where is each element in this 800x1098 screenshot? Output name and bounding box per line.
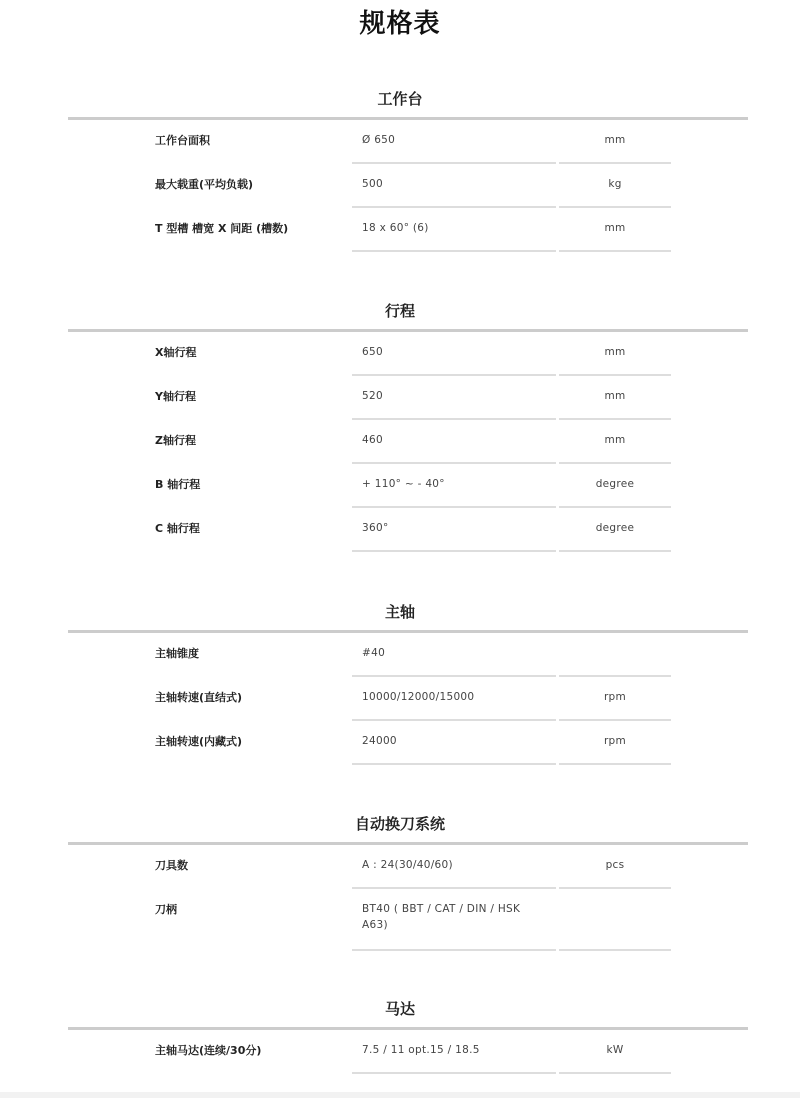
spec-value: A : 24(30/40/60) <box>352 845 556 889</box>
spec-value: 10000/12000/15000 <box>352 677 556 721</box>
section-motor <box>0 998 800 1057</box>
bottom-edge <box>0 1092 800 1098</box>
spec-label: Z轴行程 <box>155 434 196 447</box>
spec-value: 18 x 60° (6) <box>352 208 556 252</box>
spec-row <box>0 464 800 508</box>
spec-row <box>0 889 800 951</box>
spec-unit: mm <box>559 420 671 464</box>
spec-row <box>0 508 800 552</box>
page-title: 规格表 <box>359 9 441 39</box>
section-title: 行程 <box>384 302 415 320</box>
spec-unit <box>559 889 671 951</box>
spec-row <box>0 208 800 252</box>
spec-value: 520 <box>352 376 556 420</box>
spec-value: 360° <box>352 508 556 552</box>
spec-row <box>0 721 800 765</box>
spec-unit: mm <box>559 208 671 252</box>
spec-row <box>0 376 800 420</box>
spec-unit: pcs <box>559 845 671 889</box>
spec-unit: mm <box>559 376 671 420</box>
spec-unit: degree <box>559 464 671 508</box>
spec-value: 460 <box>352 420 556 464</box>
section-title: 马达 <box>384 1000 415 1018</box>
spec-row <box>0 164 800 208</box>
spec-label: 主轴转速(直结式) <box>155 691 243 704</box>
spec-value: Ø 650 <box>352 120 556 164</box>
spec-label: C 轴行程 <box>155 522 200 535</box>
spec-value: 650 <box>352 332 556 376</box>
spec-value: + 110° ~ - 40° <box>352 464 556 508</box>
spec-unit: rpm <box>559 721 671 765</box>
spec-unit: degree <box>559 508 671 552</box>
spec-label: 刀具数 <box>155 859 188 872</box>
spec-label: 主轴马达(连续/30分) <box>155 1044 262 1057</box>
spec-unit: kW <box>559 1030 671 1074</box>
section-spindle <box>0 601 800 748</box>
spec-value: #40 <box>352 633 556 677</box>
spec-unit: kg <box>559 164 671 208</box>
section-title: 工作台 <box>377 90 423 108</box>
spec-label: T 型槽 槽宽 X 间距 (槽数) <box>155 222 289 235</box>
spec-label: 工作台面积 <box>155 134 210 147</box>
spec-unit: mm <box>559 332 671 376</box>
spec-row <box>0 420 800 464</box>
spec-value: 24000 <box>352 721 556 765</box>
spec-label: 刀柄 <box>155 903 177 916</box>
spec-row <box>0 1030 800 1074</box>
spec-row <box>0 633 800 677</box>
spec-label: B 轴行程 <box>155 478 201 491</box>
section-title: 自动换刀系统 <box>354 815 445 833</box>
spec-unit: mm <box>559 120 671 164</box>
spec-label: 主轴锥度 <box>155 647 199 660</box>
spec-row <box>0 120 800 164</box>
spec-label: 主轴转速(内藏式) <box>155 735 243 748</box>
spec-unit: rpm <box>559 677 671 721</box>
spec-value: 7.5 / 11 opt.15 / 18.5 <box>352 1030 556 1074</box>
section-travel <box>0 300 800 535</box>
spec-label: 最大载重(平均负载) <box>155 178 254 191</box>
spec-value: BT40 ( BBT / CAT / DIN / HSK A63) <box>352 889 556 951</box>
spec-label: Y轴行程 <box>155 390 196 403</box>
section-atc <box>0 813 800 931</box>
spec-label: X轴行程 <box>155 346 197 359</box>
section-worktable <box>0 88 800 235</box>
spec-row <box>0 845 800 889</box>
spec-row <box>0 332 800 376</box>
section-title: 主轴 <box>384 603 415 621</box>
spec-value: 500 <box>352 164 556 208</box>
spec-unit <box>559 633 671 677</box>
spec-row <box>0 677 800 721</box>
